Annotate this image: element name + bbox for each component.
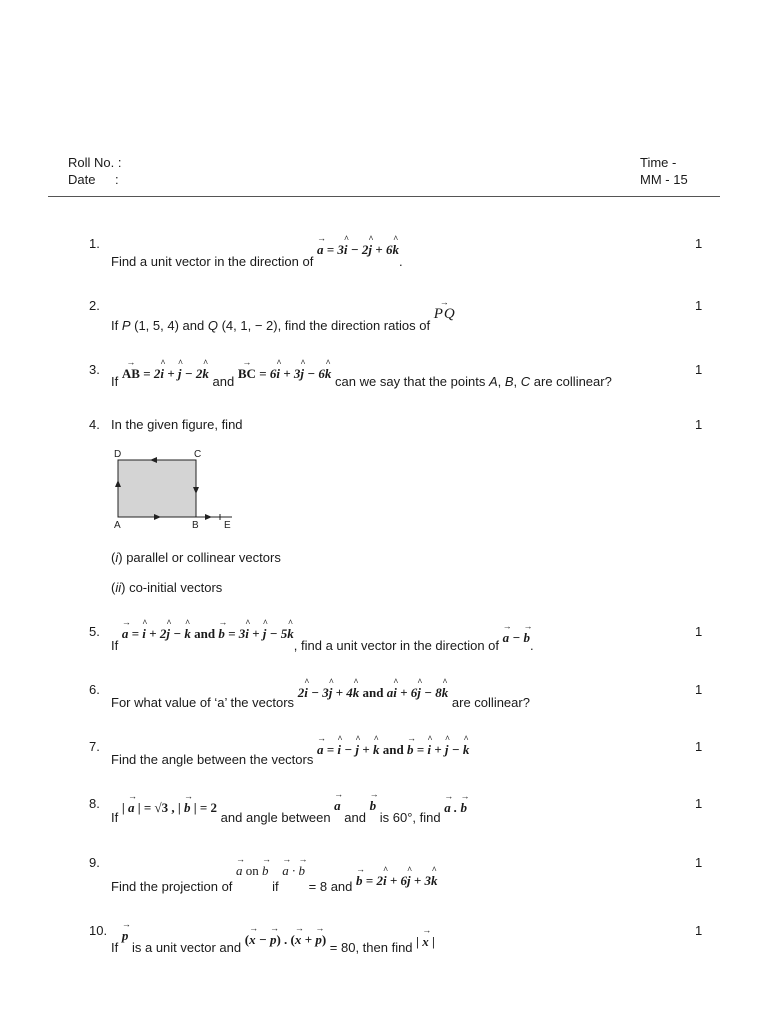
math-expression: → a = ^ i + 2^ j − ^ k and → b = 3^ i + ^ j − 5^ k bbox=[122, 626, 294, 642]
question-marks: 1 bbox=[695, 796, 703, 811]
math-expression: → AB = 2^ i + ^ j − 2^ k bbox=[122, 366, 209, 382]
math-expression: → a · → b bbox=[282, 863, 305, 879]
figure-rectangle bbox=[118, 460, 196, 517]
question-text: If → a = ^ i + 2^ j − ^ k and → b = 3^ i + ^ j − 5^ k, find a unit vector in the direction of → a − → b. bbox=[111, 638, 534, 654]
question-number: 3. bbox=[89, 362, 100, 377]
math-expression: | → a | = √3 , | → b | = 2 bbox=[122, 800, 217, 816]
question-number: 1. bbox=[89, 236, 100, 251]
arrow-icon bbox=[205, 514, 212, 520]
question-marks: 1 bbox=[695, 624, 703, 639]
figure-label-e: E bbox=[224, 520, 231, 531]
question-text: Find the projection of → a on → b if → a · → b = 8 and → b = 2^ i + 6^ j + 3^ k bbox=[111, 879, 438, 895]
question-text: Find the angle between the vectors → a = ^ i − ^ j + ^ k and → b = ^ i + ^ j − ^ k bbox=[111, 752, 469, 768]
math-expression: → a − → b bbox=[503, 630, 530, 646]
question-text: Find a unit vector in the direction of → a = 3^ i − 2^ j + 6^ k. bbox=[111, 254, 403, 270]
math-expression: → PQ bbox=[434, 306, 456, 323]
question-text: If → p is a unit vector and (→ x − → p) . (→ x + → p) = 80, then find | → x | bbox=[111, 940, 435, 956]
question-text: If P (1, 5, 4) and Q (4, 1, − 2), find the direction ratios of → PQ bbox=[111, 318, 456, 335]
question-number: 10. bbox=[89, 923, 108, 938]
sub-question-ii: (ii) co-initial vectors bbox=[111, 580, 223, 595]
sub-question-i: (i) parallel or collinear vectors bbox=[111, 550, 281, 565]
math-expression: 2^ i − 3^ j + 4^ k and a^ i + 6^ j − 8^ k bbox=[298, 685, 449, 701]
roll-no-label: Roll No. : bbox=[68, 155, 122, 170]
question-text: In the given figure, find bbox=[111, 417, 243, 432]
figure-label-b: B bbox=[192, 520, 199, 531]
question-text: If → AB = 2^ i + ^ j − 2^ k and → BC = 6^ i + 3^ j − 6^ k can we say that the points A, B, C are collinear? bbox=[111, 374, 612, 390]
question-marks: 1 bbox=[695, 362, 703, 377]
question-number: 8. bbox=[89, 796, 100, 811]
question-number: 5. bbox=[89, 624, 100, 639]
time-label: Time - bbox=[640, 155, 677, 170]
question-text: If | → a | = √3 , | → b | = 2 and angle between → a and → b is 60°, find → a . → b bbox=[111, 810, 467, 826]
question-number: 2. bbox=[89, 298, 100, 313]
figure-label-c: C bbox=[194, 449, 202, 460]
math-expression: → a = 3^ i − 2^ j + 6^ k bbox=[317, 242, 399, 258]
math-expression: → a on → b bbox=[236, 863, 269, 879]
question-marks: 1 bbox=[695, 236, 703, 251]
math-expression: (→ x − → p) . (→ x + → p) bbox=[245, 932, 326, 948]
math-expression: → a = ^ i − ^ j + ^ k and → b = ^ i + ^ j − ^ k bbox=[317, 742, 469, 758]
math-expression: → a . → b bbox=[444, 800, 467, 816]
rectangle-figure bbox=[108, 446, 258, 536]
math-expression: | → x | bbox=[416, 934, 435, 950]
max-marks-label: MM - 15 bbox=[640, 172, 688, 187]
question-number: 6. bbox=[89, 682, 100, 697]
question-marks: 1 bbox=[695, 923, 703, 938]
figure-label-a: A bbox=[114, 520, 121, 531]
figure-label-d: D bbox=[114, 449, 122, 460]
question-marks: 1 bbox=[695, 417, 703, 432]
question-number: 7. bbox=[89, 739, 100, 754]
question-number: 9. bbox=[89, 855, 100, 870]
question-marks: 1 bbox=[695, 298, 703, 313]
question-text: For what value of ‘a’ the vectors 2^ i − 3^ j + 4^ k and a^ i + 6^ j − 8^ k are collinear? bbox=[111, 695, 530, 711]
math-expression: → b = 2^ i + 6^ j + 3^ k bbox=[356, 873, 438, 889]
math-expression: → BC = 6^ i + 3^ j − 6^ k bbox=[238, 366, 332, 382]
date-label: Date bbox=[68, 172, 96, 187]
question-marks: 1 bbox=[695, 739, 703, 754]
date-colon: : bbox=[115, 172, 119, 187]
header-divider bbox=[48, 196, 720, 197]
question-number: 4. bbox=[89, 417, 100, 432]
question-marks: 1 bbox=[695, 855, 703, 870]
question-marks: 1 bbox=[695, 682, 703, 697]
